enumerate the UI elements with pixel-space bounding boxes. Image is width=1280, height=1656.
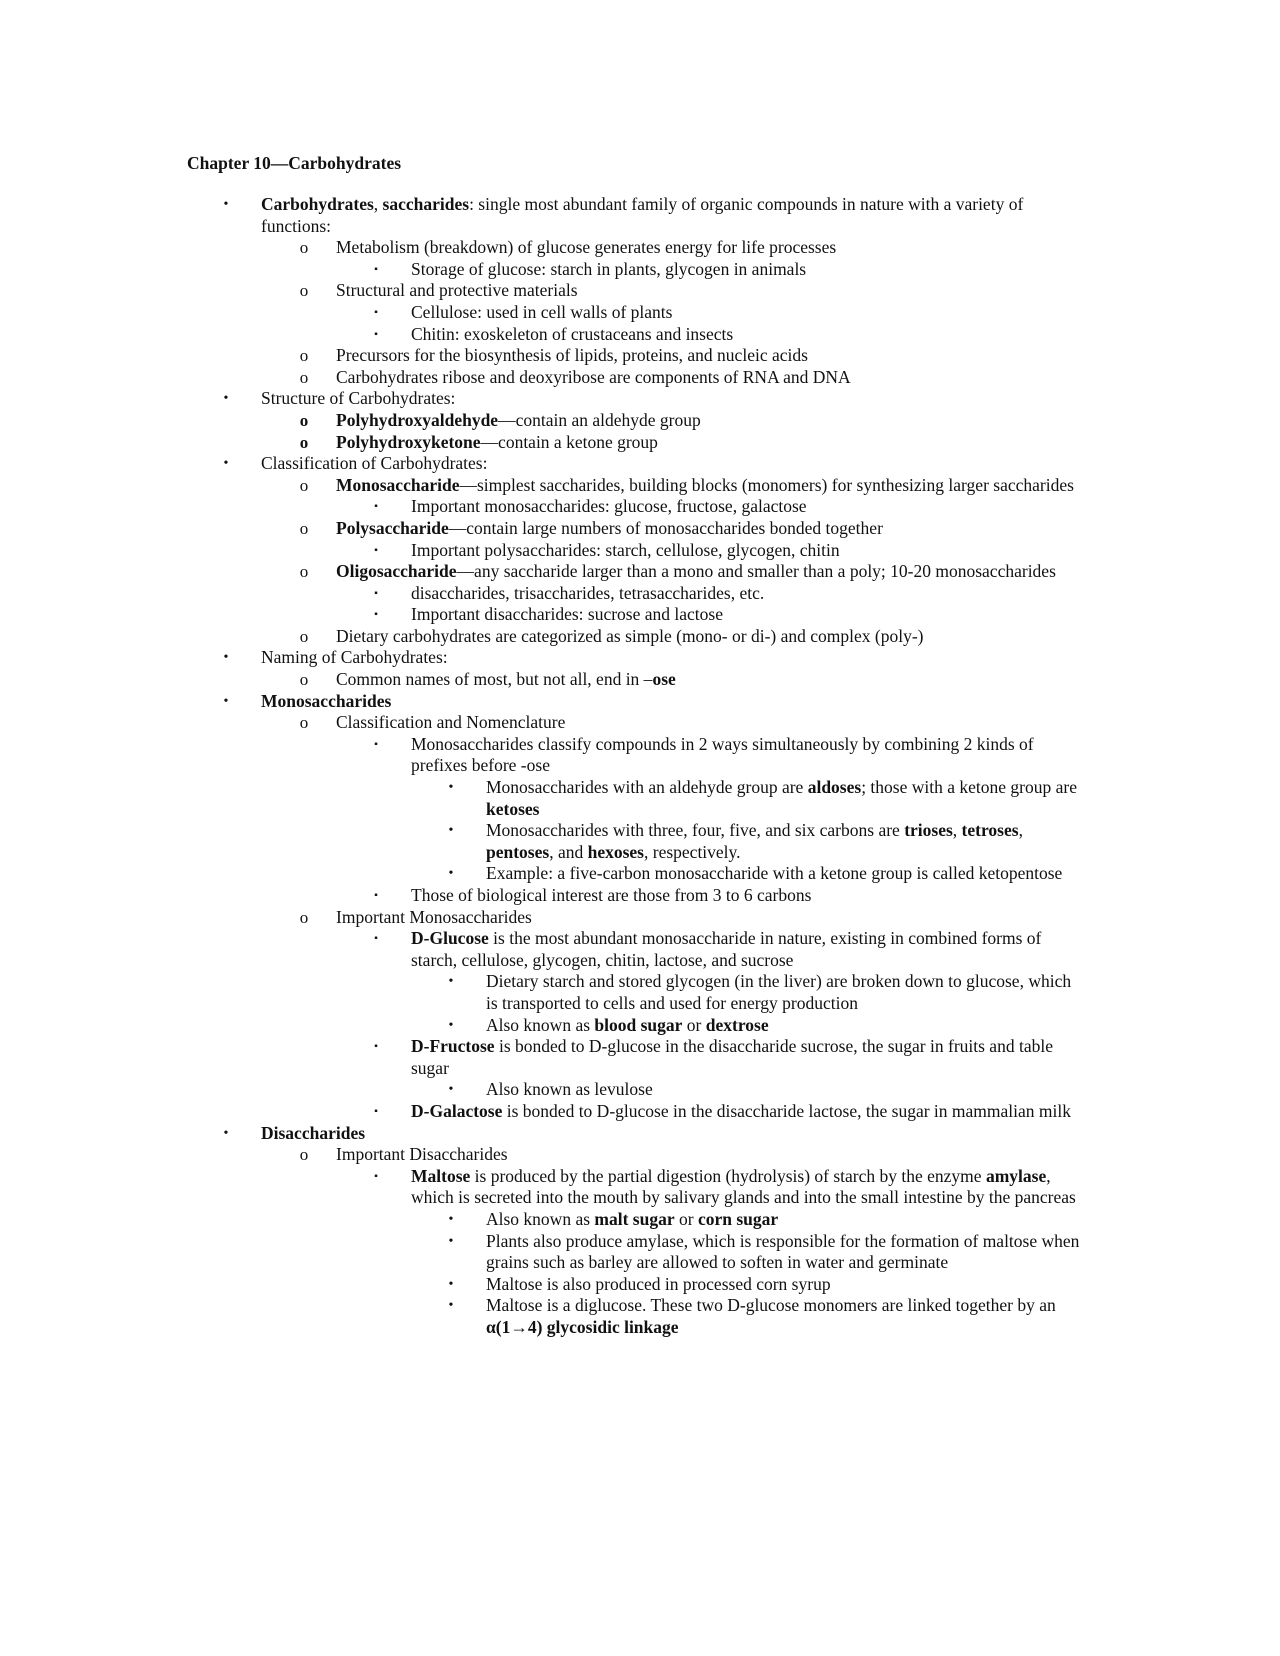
- list-marker: ▪: [374, 1105, 378, 1117]
- outline-item-level-1: [0, 453, 1280, 475]
- list-marker: •: [448, 1082, 454, 1098]
- outline-item-level-4: [0, 1015, 1280, 1037]
- list-item-text: [411, 734, 1081, 777]
- list-item-text: [261, 647, 1081, 669]
- list-marker: ▪: [374, 587, 378, 599]
- list-item-text: [336, 345, 1081, 367]
- text-run: Those of biological interest are those from 3 to 6 carbons: [411, 885, 812, 905]
- list-marker: ▪: [374, 890, 378, 901]
- list-item-text: [486, 1295, 1081, 1338]
- list-item-text: [336, 518, 1081, 540]
- list-item-text: [411, 1101, 1081, 1123]
- list-marker: o: [299, 562, 309, 582]
- list-item-text: [486, 971, 1081, 1014]
- list-item-text: [411, 302, 1081, 324]
- outline-item-level-4: [0, 863, 1280, 885]
- list-marker: •: [223, 1125, 229, 1141]
- list-marker: o: [299, 432, 309, 452]
- outline-item-level-4: [0, 1295, 1280, 1338]
- list-marker: •: [448, 1276, 454, 1292]
- outline-item-level-3: [0, 540, 1280, 562]
- outline-item-level-2: [0, 410, 1280, 432]
- outline-item-level-2: [0, 626, 1280, 648]
- list-marker: •: [448, 1233, 454, 1249]
- text-run: , respectively.: [644, 841, 741, 862]
- list-marker: •: [448, 823, 454, 839]
- outline-item-level-3: [0, 885, 1280, 907]
- text-run: Important disaccharides: sucrose and lactose: [411, 604, 723, 625]
- bold-term: blood sugar: [594, 1014, 683, 1035]
- list-marker: o: [299, 281, 309, 301]
- bold-term: hexoses: [587, 841, 644, 862]
- list-marker: o: [299, 367, 309, 387]
- text-run: —contain an aldehyde group: [498, 409, 701, 430]
- list-marker: ▪: [374, 1170, 378, 1182]
- list-item-text: [411, 259, 1081, 281]
- outline-item-level-3: [0, 496, 1280, 518]
- bold-term: ketoses: [486, 798, 540, 819]
- outline-item-level-4: [0, 1079, 1280, 1101]
- bold-term: Polyhydroxyaldehyde: [336, 409, 499, 430]
- outline-item-level-2: [0, 237, 1280, 259]
- list-marker: ▪: [374, 328, 378, 340]
- text-run: disaccharides, trisaccharides, tetrasaccharides, etc.: [411, 582, 765, 603]
- text-run: Classification of Carbohydrates:: [261, 453, 488, 474]
- outline-item-level-3: [0, 302, 1280, 324]
- list-marker: •: [448, 866, 454, 882]
- text-run: Dietary carbohydrates are categorized as simple (mono- or di-) and complex (poly-): [336, 625, 924, 646]
- outline-item-level-4: [0, 971, 1280, 1014]
- text-run: Also known as: [486, 1014, 595, 1035]
- text-run: is bonded to D-glucose in the disaccharide lactose, the sugar in mammalian milk: [502, 1100, 1071, 1121]
- text-run: —contain large numbers of monosaccharides bonded together: [448, 517, 883, 538]
- list-item-text: [261, 453, 1081, 475]
- list-item-text: [486, 1079, 1081, 1101]
- text-run: Storage of glucose: starch in plants, glycogen in animals: [411, 258, 807, 279]
- list-marker: •: [223, 456, 229, 472]
- list-item-text: [486, 820, 1081, 863]
- list-marker: •: [223, 693, 229, 709]
- text-run: Dietary starch and stored glycogen (in the liver) are broken down to glucose, which is transported to cells and used for energy production: [486, 971, 1072, 1013]
- outline-item-level-3: [0, 583, 1280, 605]
- list-marker: o: [299, 713, 309, 733]
- outline-item-level-2: [0, 432, 1280, 454]
- list-marker: ▪: [374, 263, 378, 275]
- bold-term: saccharides: [382, 194, 470, 214]
- outline-item-level-1: [0, 691, 1280, 713]
- text-run: , which is secreted into the mouth by salivary glands and into the small intestine by the pancreas: [411, 1165, 1076, 1208]
- list-marker: o: [299, 1145, 309, 1165]
- list-marker: o: [299, 626, 309, 646]
- bold-term: D-Galactose: [411, 1100, 503, 1121]
- outline-item-level-2: [0, 345, 1280, 367]
- bold-term: Disaccharides: [261, 1122, 366, 1143]
- text-run: ,: [373, 194, 383, 214]
- list-marker: •: [223, 197, 229, 212]
- outline-item-level-2: [0, 1144, 1280, 1166]
- bold-term: malt sugar: [594, 1208, 675, 1229]
- list-item-text: [411, 324, 1081, 346]
- bold-term: α(1→4) glycosidic linkage: [486, 1316, 679, 1337]
- bold-term: aldoses: [807, 777, 862, 798]
- list-item-text: [486, 863, 1081, 885]
- text-run: Monosaccharides classify compounds in 2 ways simultaneously by combining 2 kinds of prefixes before -ose: [411, 733, 1034, 776]
- list-marker: ▪: [374, 933, 378, 945]
- text-run: —contain a ketone group: [480, 431, 658, 452]
- list-item-text: [486, 1015, 1081, 1037]
- list-marker: •: [223, 650, 229, 666]
- list-item-text: [336, 907, 1081, 929]
- bold-term: Monosaccharide: [336, 474, 460, 495]
- text-run: Carbohydrates ribose and deoxyribose are components of RNA and DNA: [336, 366, 851, 387]
- list-marker: o: [299, 346, 309, 366]
- chapter-title: Chapter 10—Carbohydrates: [187, 153, 402, 173]
- outline-item-level-1: [0, 1123, 1280, 1145]
- list-marker: o: [299, 410, 309, 430]
- list-item-text: [336, 669, 1081, 691]
- list-item-text: [411, 540, 1081, 562]
- text-run: or: [682, 1014, 706, 1035]
- text-run: —simplest saccharides, building blocks (monomers) for synthesizing larger saccharides: [459, 474, 1074, 495]
- outline-item-level-3: [0, 604, 1280, 626]
- list-item-text: [486, 1209, 1081, 1231]
- bold-term: ose: [652, 669, 676, 690]
- list-item-text: [411, 583, 1081, 605]
- outline-item-level-1: [0, 194, 1280, 237]
- bold-term: pentoses: [486, 841, 550, 862]
- outline-item-level-2: [0, 280, 1280, 302]
- list-item-text: [411, 885, 1081, 907]
- bold-term: corn sugar: [697, 1208, 779, 1229]
- bold-term: Polysaccharide: [336, 517, 449, 538]
- list-item-text: [411, 496, 1081, 518]
- text-run: : single most abundant family of organic compounds in nature with a variety of functions:: [261, 194, 1024, 236]
- list-item-text: [486, 777, 1081, 820]
- bold-term: tetroses: [961, 820, 1019, 841]
- text-run: is produced by the partial digestion (hydrolysis) of starch by the enzyme: [470, 1165, 986, 1186]
- outline-item-level-3: [0, 259, 1280, 281]
- outline-item-level-2: [0, 561, 1280, 583]
- text-run: Naming of Carbohydrates:: [261, 647, 448, 668]
- outline-item-level-3: [0, 324, 1280, 346]
- list-item-text: [261, 194, 1081, 237]
- list-item-text: [411, 1036, 1081, 1079]
- list-item-text: [261, 388, 1081, 410]
- text-run: Plants also produce amylase, which is responsible for the formation of maltose when grains such as barley are allowed to soften in water and germinate: [486, 1230, 1080, 1273]
- list-marker: o: [299, 518, 309, 538]
- list-marker: o: [299, 238, 309, 258]
- bold-term: amylase: [985, 1165, 1047, 1186]
- list-item-text: [486, 1274, 1081, 1296]
- outline-list: [0, 194, 1280, 1338]
- text-run: Example: a five-carbon monosaccharide with a ketone group is called ketopentose: [486, 863, 1063, 884]
- text-run: ,: [1018, 820, 1023, 841]
- bold-term: Carbohydrates: [261, 194, 374, 214]
- list-marker: •: [448, 780, 454, 796]
- text-run: Maltose is also produced in processed corn syrup: [486, 1273, 831, 1294]
- bold-term: Oligosaccharide: [336, 561, 457, 582]
- text-run: is bonded to D-glucose in the disaccharide sucrose, the sugar in fruits and table sugar: [411, 1036, 1053, 1078]
- outline-item-level-1: [0, 647, 1280, 669]
- bold-term: D-Glucose: [411, 928, 489, 949]
- text-run: Monosaccharides with an aldehyde group are: [486, 777, 808, 798]
- outline-item-level-2: [0, 907, 1280, 929]
- bold-term: Polyhydroxyketone: [336, 431, 481, 452]
- text-run: Classification and Nomenclature: [336, 712, 566, 733]
- outline-item-level-3: [0, 734, 1280, 777]
- text-run: or: [674, 1208, 698, 1229]
- list-item-text: [411, 604, 1081, 626]
- list-marker: •: [448, 1017, 454, 1033]
- text-run: Also known as levulose: [486, 1079, 653, 1100]
- bold-term: D-Fructose: [411, 1036, 495, 1057]
- outline-item-level-4: [0, 1274, 1280, 1296]
- outline-item-level-4: [0, 1231, 1280, 1274]
- text-run: Important Monosaccharides: [336, 906, 532, 927]
- outline-item-level-3: [0, 928, 1280, 971]
- outline-item-level-3: [0, 1166, 1280, 1209]
- text-run: Structure of Carbohydrates:: [261, 388, 456, 409]
- list-marker: ▪: [374, 609, 378, 621]
- outline-item-level-4: [0, 820, 1280, 863]
- list-item-text: [336, 475, 1081, 497]
- list-marker: ▪: [374, 306, 378, 318]
- text-run: Chitin: exoskeleton of crustaceans and insects: [411, 323, 734, 344]
- list-item-text: [336, 561, 1081, 583]
- bold-term: Monosaccharides: [261, 690, 392, 711]
- list-marker: o: [299, 670, 309, 690]
- text-run: ,: [952, 820, 962, 841]
- outline-item-level-2: [0, 669, 1280, 691]
- list-marker: ▪: [374, 738, 378, 750]
- text-run: Metabolism (breakdown) of glucose generates energy for life processes: [336, 237, 837, 258]
- text-run: Important monosaccharides: glucose, fructose, galactose: [411, 496, 807, 517]
- text-run: Important Disaccharides: [336, 1144, 508, 1165]
- list-item-text: [336, 712, 1081, 734]
- text-run: Monosaccharides with three, four, five, and six carbons are: [486, 820, 905, 841]
- list-marker: ▪: [374, 544, 378, 556]
- list-item-text: [336, 1144, 1081, 1166]
- list-marker: o: [299, 907, 309, 927]
- list-marker: •: [448, 974, 454, 990]
- text-run: Cellulose: used in cell walls of plants: [411, 301, 673, 322]
- outline-item-level-3: [0, 1101, 1280, 1123]
- outline-item-level-2: [0, 475, 1280, 497]
- text-run: Common names of most, but not all, end in –: [336, 669, 653, 690]
- list-marker: •: [448, 1211, 454, 1227]
- text-run: ; those with a ketone group are: [861, 777, 1077, 798]
- outline-item-level-2: [0, 367, 1280, 389]
- bold-term: dextrose: [705, 1014, 769, 1035]
- list-item-text: [261, 1123, 1081, 1145]
- list-marker: •: [448, 1298, 454, 1314]
- list-item-text: [336, 280, 1081, 302]
- outline-item-level-2: [0, 518, 1280, 540]
- outline-item-level-2: [0, 712, 1280, 734]
- outline-item-level-4: [0, 1209, 1280, 1231]
- list-item-text: [411, 1166, 1081, 1209]
- list-marker: o: [299, 475, 309, 495]
- text-run: is the most abundant monosaccharide in nature, existing in combined forms of starch, cellulose, glycogen, chitin, lactose, and sucrose: [411, 928, 1042, 970]
- text-run: —any saccharide larger than a mono and smaller than a poly; 10-20 monosaccharides: [456, 561, 1056, 582]
- list-item-text: [411, 928, 1081, 971]
- text-run: Structural and protective materials: [336, 280, 578, 301]
- outline-item-level-1: [0, 388, 1280, 410]
- list-item-text: [336, 626, 1081, 648]
- list-item-text: [336, 367, 1081, 389]
- list-marker: ▪: [374, 501, 378, 513]
- text-run: Maltose is a diglucose. These two D-glucose monomers are linked together by an: [486, 1295, 1056, 1316]
- text-run: , and: [549, 841, 588, 862]
- outline-item-level-4: [0, 777, 1280, 820]
- list-item-text: [261, 691, 1081, 713]
- text-run: Precursors for the biosynthesis of lipids, proteins, and nucleic acids: [336, 345, 808, 366]
- list-item-text: [336, 410, 1081, 432]
- bold-term: Maltose: [411, 1165, 471, 1186]
- outline-item-level-3: [0, 1036, 1280, 1079]
- list-item-text: [336, 432, 1081, 454]
- list-marker: ▪: [374, 1041, 378, 1053]
- list-marker: •: [223, 391, 229, 407]
- list-item-text: [486, 1231, 1081, 1274]
- text-run: Important polysaccharides: starch, cellulose, glycogen, chitin: [411, 539, 840, 560]
- list-item-text: [336, 237, 1081, 259]
- bold-term: trioses: [904, 820, 953, 841]
- text-run: Also known as: [486, 1208, 595, 1229]
